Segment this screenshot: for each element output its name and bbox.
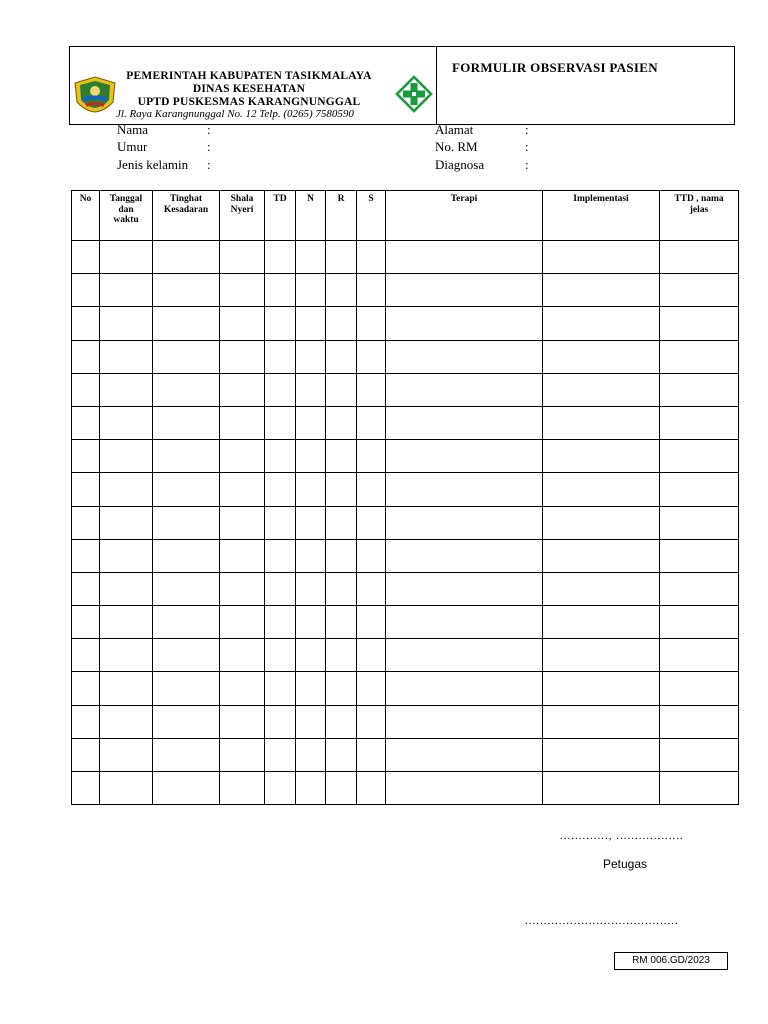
table-cell (660, 274, 739, 307)
table-cell (543, 307, 660, 340)
table-cell (386, 539, 543, 572)
table-cell (153, 539, 220, 572)
table-cell (326, 440, 357, 473)
table-cell (326, 473, 357, 506)
table-row (72, 473, 739, 506)
table-cell (265, 639, 296, 672)
table-cell (386, 406, 543, 439)
table-cell (265, 340, 296, 373)
table-cell (265, 307, 296, 340)
table-row (72, 772, 739, 805)
table-cell (72, 738, 100, 771)
field-diagnosa (435, 157, 529, 173)
column-header-r: R (326, 191, 357, 241)
table-cell (543, 340, 660, 373)
table-cell (72, 440, 100, 473)
table-cell (72, 772, 100, 805)
field-jenis-kelamin (117, 157, 211, 173)
table-cell (660, 373, 739, 406)
table-cell (326, 606, 357, 639)
table-cell (543, 639, 660, 672)
table-cell (296, 705, 326, 738)
table-cell (543, 473, 660, 506)
table-cell (296, 539, 326, 572)
table-row (72, 241, 739, 274)
table-cell (357, 705, 386, 738)
table-cell (100, 705, 153, 738)
table-cell (386, 639, 543, 672)
table-cell (326, 406, 357, 439)
field-umur-colon: : (207, 139, 211, 154)
table-cell (357, 738, 386, 771)
column-header-td: TD (265, 191, 296, 241)
signature-date-line: ............., .................. (560, 830, 684, 842)
table-cell (326, 738, 357, 771)
table-cell (220, 539, 265, 572)
table-cell (386, 340, 543, 373)
field-diagnosa-colon: : (525, 157, 529, 172)
table-row (72, 606, 739, 639)
table-cell (543, 672, 660, 705)
column-header-tanggal: Tanggal dan waktu (100, 191, 153, 241)
table-cell (386, 274, 543, 307)
column-header-implementasi: Implementasi (543, 191, 660, 241)
table-cell (660, 506, 739, 539)
table-cell (220, 672, 265, 705)
table-cell (543, 572, 660, 605)
table-cell (153, 241, 220, 274)
table-cell (357, 241, 386, 274)
field-diagnosa-label: Diagnosa (435, 157, 485, 172)
table-cell (220, 406, 265, 439)
table-cell (326, 539, 357, 572)
table-cell (543, 373, 660, 406)
table-cell (100, 274, 153, 307)
table-cell (100, 473, 153, 506)
table-cell (100, 406, 153, 439)
org-line-unit: UPTD PUSKESMAS KARANGNUNGGAL (137, 96, 361, 108)
observation-table-body (72, 241, 739, 805)
table-cell (326, 506, 357, 539)
table-cell (296, 639, 326, 672)
table-cell (220, 241, 265, 274)
table-cell (265, 373, 296, 406)
table-cell (100, 738, 153, 771)
table-cell (265, 473, 296, 506)
table-cell (386, 307, 543, 340)
table-cell (72, 307, 100, 340)
table-cell (296, 738, 326, 771)
table-cell (326, 772, 357, 805)
table-cell (543, 274, 660, 307)
table-cell (357, 606, 386, 639)
column-header-s: S (357, 191, 386, 241)
table-cell (100, 572, 153, 605)
table-cell (220, 307, 265, 340)
table-cell (72, 241, 100, 274)
table-cell (100, 340, 153, 373)
table-cell (386, 772, 543, 805)
tasikmalaya-emblem-icon (73, 76, 117, 113)
table-cell (326, 705, 357, 738)
signature-name-line: ......................................... (525, 915, 679, 927)
table-cell (386, 572, 543, 605)
table-cell (100, 506, 153, 539)
table-cell (153, 639, 220, 672)
table-cell (386, 373, 543, 406)
table-cell (72, 406, 100, 439)
table-row (72, 506, 739, 539)
table-cell (220, 705, 265, 738)
table-cell (326, 672, 357, 705)
column-header-no: No (72, 191, 100, 241)
table-cell (326, 373, 357, 406)
field-alamat-label: Alamat (435, 122, 474, 137)
table-cell (386, 241, 543, 274)
field-umur-label: Umur (117, 139, 148, 154)
table-cell (543, 705, 660, 738)
column-header-n: N (296, 191, 326, 241)
table-cell (660, 572, 739, 605)
table-cell (100, 539, 153, 572)
table-cell (220, 738, 265, 771)
table-cell (296, 307, 326, 340)
table-cell (357, 639, 386, 672)
table-cell (100, 606, 153, 639)
table-row (72, 406, 739, 439)
table-cell (220, 440, 265, 473)
table-cell (265, 738, 296, 771)
table-cell (265, 772, 296, 805)
table-cell (72, 373, 100, 406)
org-line-government: PEMERINTAH KABUPATEN TASIKMALAYA (126, 70, 372, 82)
table-cell (660, 340, 739, 373)
table-cell (265, 406, 296, 439)
table-cell (357, 274, 386, 307)
table-row (72, 307, 739, 340)
table-cell (357, 307, 386, 340)
table-cell (543, 738, 660, 771)
table-cell (660, 473, 739, 506)
field-jenis-kelamin-label: Jenis kelamin (117, 157, 189, 172)
table-cell (296, 506, 326, 539)
table-cell (153, 738, 220, 771)
table-cell (357, 473, 386, 506)
table-row (72, 572, 739, 605)
field-alamat-colon: : (525, 122, 529, 137)
field-jenis-kelamin-colon: : (207, 157, 211, 172)
table-cell (72, 506, 100, 539)
field-no-rm (435, 139, 529, 155)
table-cell (660, 307, 739, 340)
table-cell (326, 639, 357, 672)
table-cell (153, 772, 220, 805)
table-cell (386, 672, 543, 705)
table-row (72, 539, 739, 572)
table-row (72, 274, 739, 307)
table-cell (265, 274, 296, 307)
form-title: FORMULIR OBSERVASI PASIEN (452, 60, 658, 75)
column-header-kesadaran: Tinghat Kesadaran (153, 191, 220, 241)
table-cell (357, 373, 386, 406)
table-header-row (72, 191, 739, 241)
field-nama-label: Nama (117, 122, 149, 137)
field-nama (117, 122, 211, 138)
table-cell (220, 772, 265, 805)
signature-role: Petugas (603, 857, 648, 871)
health-cross-logo-icon (395, 75, 433, 113)
table-cell (153, 672, 220, 705)
table-row (72, 738, 739, 771)
table-cell (660, 639, 739, 672)
table-cell (265, 506, 296, 539)
field-no-rm-colon: : (525, 139, 529, 154)
table-cell (386, 606, 543, 639)
header-org-block (70, 47, 437, 124)
table-cell (357, 406, 386, 439)
table-cell (326, 307, 357, 340)
table-cell (660, 539, 739, 572)
table-cell (543, 241, 660, 274)
table-cell (660, 672, 739, 705)
table-cell (153, 473, 220, 506)
table-cell (265, 672, 296, 705)
column-header-ttd: TTD , nama jelas (660, 191, 739, 241)
table-cell (153, 307, 220, 340)
table-cell (265, 440, 296, 473)
table-cell (153, 340, 220, 373)
table-cell (72, 473, 100, 506)
table-cell (100, 307, 153, 340)
table-cell (660, 738, 739, 771)
table-cell (72, 606, 100, 639)
table-cell (357, 672, 386, 705)
table-cell (72, 705, 100, 738)
field-nama-colon: : (207, 122, 211, 137)
table-cell (100, 241, 153, 274)
table-cell (153, 373, 220, 406)
table-cell (220, 572, 265, 605)
table-cell (265, 539, 296, 572)
table-cell (220, 506, 265, 539)
table-cell (386, 506, 543, 539)
table-cell (220, 639, 265, 672)
table-cell (220, 473, 265, 506)
table-cell (660, 606, 739, 639)
table-cell (153, 274, 220, 307)
org-address: Jl. Raya Karangnunggal No. 12 Telp. (0265) 7580590 (116, 108, 354, 120)
org-line-agency: DINAS KESEHATAN (192, 83, 306, 95)
table-cell (153, 572, 220, 605)
table-cell (220, 340, 265, 373)
table-cell (326, 340, 357, 373)
table-cell (326, 572, 357, 605)
table-cell (100, 440, 153, 473)
table-cell (220, 274, 265, 307)
table-cell (357, 539, 386, 572)
table-cell (296, 241, 326, 274)
table-cell (265, 705, 296, 738)
table-row (72, 639, 739, 672)
table-cell (296, 672, 326, 705)
table-cell (153, 606, 220, 639)
field-no-rm-label: No. RM (435, 139, 478, 154)
column-header-nyeri: Shala Nyeri (220, 191, 265, 241)
table-cell (386, 473, 543, 506)
table-cell (72, 274, 100, 307)
table-cell (265, 572, 296, 605)
table-cell (660, 406, 739, 439)
table-cell (72, 340, 100, 373)
table-cell (220, 373, 265, 406)
table-cell (296, 340, 326, 373)
table-cell (100, 772, 153, 805)
table-cell (386, 440, 543, 473)
table-cell (543, 506, 660, 539)
table-cell (386, 738, 543, 771)
table-cell (326, 274, 357, 307)
table-cell (72, 539, 100, 572)
table-cell (357, 506, 386, 539)
table-cell (100, 672, 153, 705)
column-header-terapi: Terapi (386, 191, 543, 241)
table-cell (543, 772, 660, 805)
table-cell (100, 373, 153, 406)
table-cell (660, 241, 739, 274)
table-cell (543, 539, 660, 572)
table-cell (153, 705, 220, 738)
table-cell (72, 572, 100, 605)
table-cell (296, 772, 326, 805)
table-cell (660, 440, 739, 473)
table-cell (357, 440, 386, 473)
table-cell (660, 705, 739, 738)
table-cell (296, 373, 326, 406)
table-cell (153, 506, 220, 539)
table-row (72, 705, 739, 738)
table-cell (357, 572, 386, 605)
table-cell (357, 772, 386, 805)
table-cell (265, 606, 296, 639)
field-alamat (435, 122, 529, 138)
table-cell (296, 406, 326, 439)
table-cell (543, 440, 660, 473)
table-cell (543, 606, 660, 639)
table-cell (357, 340, 386, 373)
table-cell (386, 705, 543, 738)
table-cell (296, 440, 326, 473)
table-cell (296, 606, 326, 639)
field-umur (117, 139, 211, 155)
table-cell (296, 473, 326, 506)
org-name (118, 70, 380, 109)
table-row (72, 440, 739, 473)
table-cell (72, 672, 100, 705)
table-cell (153, 406, 220, 439)
table-row (72, 672, 739, 705)
table-row (72, 373, 739, 406)
document-header (69, 46, 735, 125)
table-cell (153, 440, 220, 473)
table-cell (326, 241, 357, 274)
observation-table (71, 190, 739, 805)
table-cell (220, 606, 265, 639)
table-row (72, 340, 739, 373)
table-cell (296, 274, 326, 307)
table-cell (100, 639, 153, 672)
table-cell (72, 639, 100, 672)
table-cell (543, 406, 660, 439)
table-cell (265, 241, 296, 274)
document-code: RM 006.GD/2023 (614, 952, 728, 970)
table-cell (660, 772, 739, 805)
table-cell (296, 572, 326, 605)
